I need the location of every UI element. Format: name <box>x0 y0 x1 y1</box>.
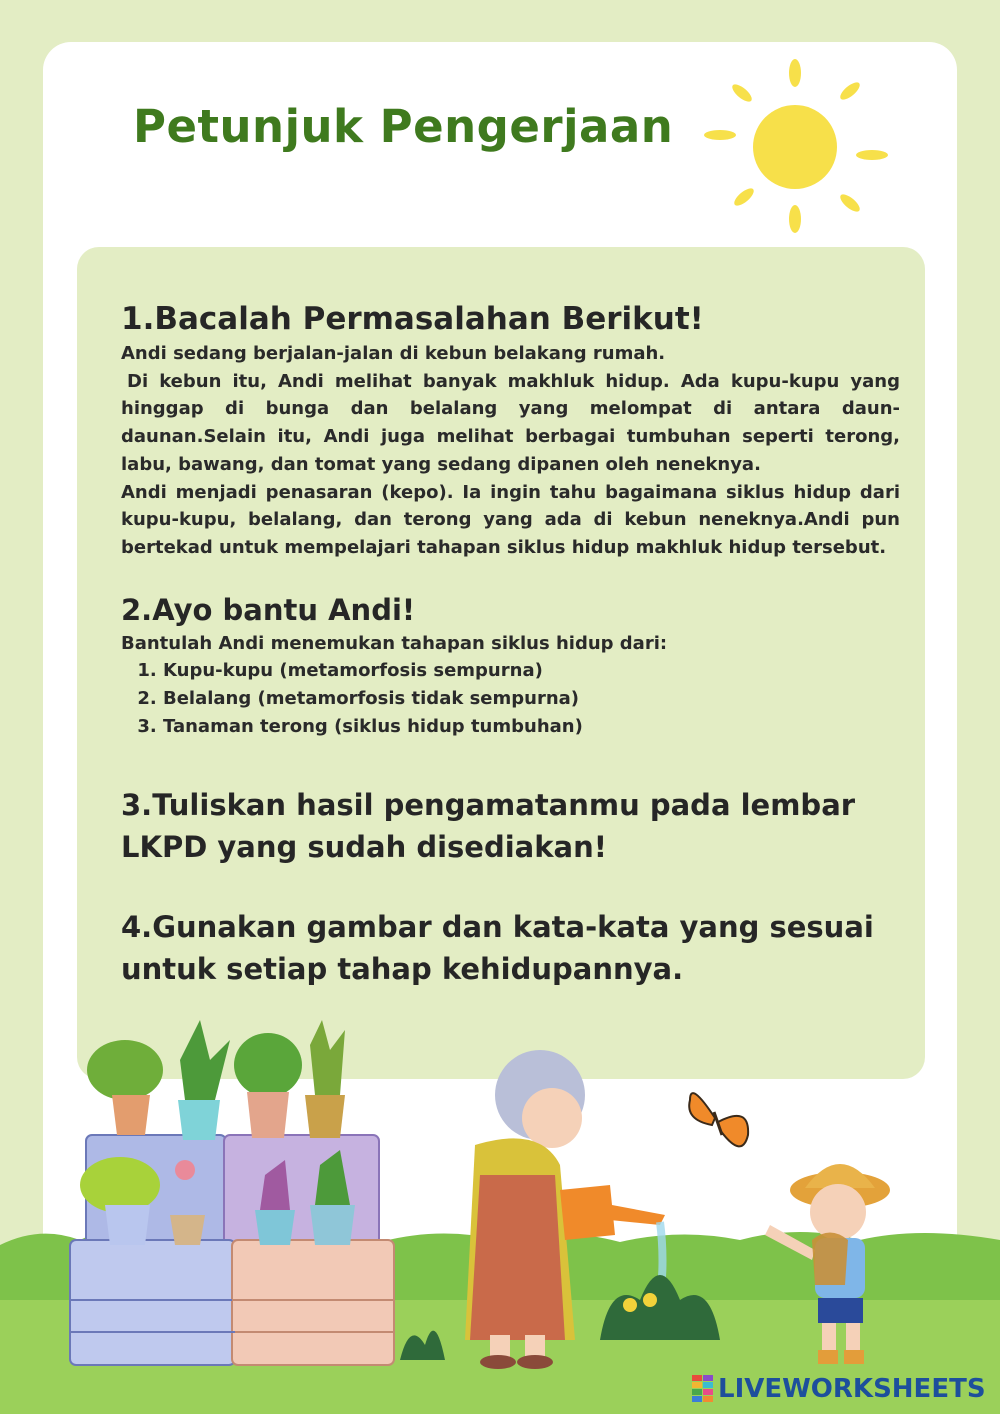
sun-illustration <box>700 55 900 235</box>
liveworksheets-logo-icon <box>692 1375 714 1403</box>
list-item: 1. Kupu-kupu (metamorfosis sempurna) <box>163 657 900 685</box>
story-paragraph-1: Andi sedang berjalan-jalan di kebun belakang rumah. <box>121 343 666 364</box>
garden-illustration <box>0 1000 1000 1414</box>
page-title: Petunjuk Pengerjaan <box>133 100 674 153</box>
section-3-heading: 3.Tuliskan hasil pengamatanmu pada lembar LKPD yang sudah disediakan! <box>121 788 856 865</box>
life-cycle-list <box>121 657 900 740</box>
section-help-andi <box>121 590 900 741</box>
story-paragraph-3: Andi menjadi penasaran (kepo). Ia ingin tahu bagaimana siklus hidup dari kupu-kupu, belalang, dan terong yang ada di kebun neneknya.Andi pun bertekad untuk mempelajari tahapan siklus hidup makhluk hidup tersebut. <box>121 481 900 558</box>
story-paragraph-2: Di kebun itu, Andi melihat banyak makhluk hidup. Ada kupu-kupu yang hinggap di bunga dan belalang yang melompat di antara daun-daunan.Selain itu, Andi juga melihat berbagai tumbuhan seperti terong, labu, bawang, dan tomat yang sedang dipanen oleh neneknya. <box>121 370 900 475</box>
section-1-heading: 1.Bacalah Permasalahan Berikut! <box>121 301 704 337</box>
liveworksheets-brand <box>692 1374 986 1404</box>
list-item: 2. Belalang (metamorfosis tidak sempurna) <box>163 685 900 713</box>
section-read-problem <box>121 298 900 562</box>
liveworksheets-wordmark: LIVEWORKSHEETS <box>718 1374 986 1404</box>
butterfly-illustration <box>689 1093 748 1146</box>
section-4-heading: 4.Gunakan gambar dan kata-kata yang sesuai untuk setiap tahap kehidupannya. <box>121 910 874 987</box>
list-item: 3. Tanaman terong (siklus hidup tumbuhan) <box>163 713 900 741</box>
section-2-intro: Bantulah Andi menemukan tahapan siklus hidup dari: <box>121 632 668 654</box>
section-2-heading: 2.Ayo bantu Andi! <box>121 592 416 627</box>
instructions-content <box>121 298 900 990</box>
